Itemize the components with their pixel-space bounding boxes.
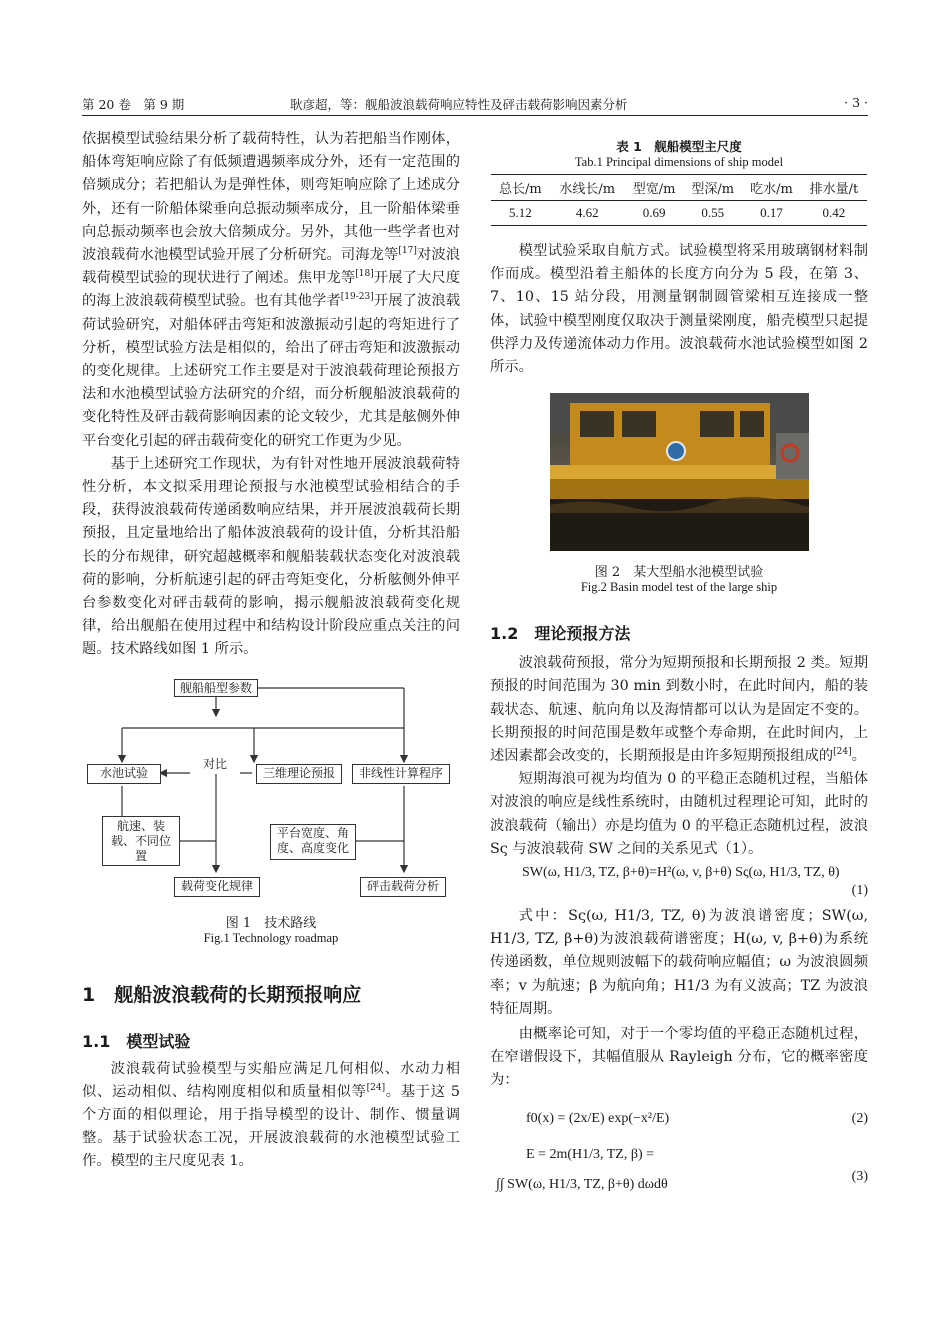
table-header-cell: 型深/m	[683, 175, 742, 201]
box-compare: 对比	[190, 756, 240, 774]
running-header	[82, 93, 868, 116]
figure-2-caption-en: Fig.2 Basin model test of the large ship	[580, 580, 778, 595]
equation-1	[490, 865, 868, 905]
equation-2	[490, 1099, 868, 1143]
table-1-principal-dimensions	[491, 174, 867, 226]
box-ship-params: 舰船船型参数	[174, 679, 258, 697]
table-header-cell: 排水量/t	[801, 175, 867, 201]
table-1-caption-cn: 表 1 舰船模型主尺度	[616, 139, 742, 154]
equation-3-number: (3)	[851, 1168, 868, 1184]
box-nonlinear-program: 非线性计算程序	[352, 764, 450, 784]
citation: [24]	[833, 747, 852, 758]
citation: [19-23]	[340, 292, 374, 303]
equation-1-body: SW(ω, H1/3, TZ, β+θ)=H²(ω, v, β+θ) Sς(ω, H1/3, TZ, θ)	[522, 865, 840, 881]
paragraph-model-construction: 模型试验采取自航方式。试验模型将采用玻璃钢材料制作而成。模型沿着主船体的长度方向分为 5 段，在第 3、7、10、15 站分段，用测量钢制圆管梁相互连接成一整体，试验中模型刚度仅取决于测量梁刚度，船壳模型只起提供浮力及传递流体动力作用。波浪载荷水池试验模型如图 2 所示。	[490, 243, 868, 376]
flowchart-connectors	[82, 676, 460, 908]
table-row	[491, 201, 867, 226]
table-header-cell: 吃水/m	[742, 175, 801, 201]
section-1-1-heading: 1.1 模型试验	[82, 1031, 191, 1051]
figure-1-caption-cn: 图 1 技术路线	[225, 915, 317, 931]
paragraph-prediction-types: 波浪载荷预报，常分为短期预报和长期预报 2 类。短期预报的时间范围为 30 min 到数小时，在此时间内，船的装载状态、航速、航向角以及海情都可以认为是固定不变的。长期预报的时间范围是数年或整个寿命期，在此时间内，上述因素都会改变的，长期预报是由许多短期预报组成的[24]。	[490, 655, 868, 765]
citation: [18]	[355, 269, 374, 280]
equation-2-body: f0(x) = (2x/E) exp(−x²/E)	[526, 1110, 670, 1126]
table-cell: 0.69	[625, 201, 684, 226]
citation: [24]	[366, 1083, 386, 1094]
paragraph-rayleigh: 由概率论可知，对于一个零均值的平稳正态随机过程，在窄谱假设下，其幅值服从 Rayleigh 分布，它的概率密度为：	[490, 1026, 868, 1089]
box-slamming-analysis: 砰击载荷分析	[360, 877, 446, 897]
paragraph-model-test: 波浪载荷试验模型与实船应满足几何相似、水动力相似、运动相似、结构刚度相似和质量相似等[24]。基于这 5 个方面的相似理论，用于指导模型的设计、制作、惯量调整。基于试验状态工况，开展波浪载荷的水池模型试验工作。模型的主尺度见表 1。	[82, 1060, 461, 1170]
box-platform-variation: 平台宽度、角度、高度变化	[270, 824, 356, 860]
table-cell: 4.62	[550, 201, 625, 226]
figure-2-caption-cn: 图 2 某大型船水池模型试验	[594, 565, 764, 581]
paragraph-random-process: 短期海浪可视为均值为 0 的平稳正态随机过程，当船体对波浪的响应是线性系统时，由随机过程理论可知，此时的波浪载荷（输出）亦是均值为 0 的平稳正态随机过程，波浪 Sς 与波浪载荷 SW 之间的关系见式（1）。	[490, 771, 868, 857]
table-header-cell: 型宽/m	[625, 175, 684, 201]
right-column	[490, 137, 868, 1211]
figure-1-flowchart	[82, 676, 460, 908]
equation-1-number: (1)	[851, 883, 868, 899]
box-basin-test: 水池试验	[87, 764, 161, 784]
figure-2-basin-model-photo	[550, 393, 809, 551]
table-1-caption-en: Tab.1 Principal dimensions of ship model	[574, 155, 784, 169]
left-column	[82, 128, 460, 1174]
table-cell: 5.12	[491, 201, 550, 226]
section-1-2-heading: 1.2 理论预报方法	[490, 624, 631, 644]
citation: [17]	[398, 246, 417, 257]
equation-3-line1: E = 2m(H1/3, TZ, β) =	[526, 1146, 655, 1162]
table-cell: 0.55	[683, 201, 742, 226]
box-3d-theory: 三维理论预报	[256, 764, 342, 784]
table-cell: 0.42	[801, 201, 867, 226]
section-1-heading: 1 舰船波浪载荷的长期预报响应	[82, 983, 362, 1006]
table-header-row	[491, 175, 867, 201]
ship-model-illustration	[550, 393, 809, 551]
paragraph-intro-continued: 依据模型试验结果分析了载荷特性，认为若把船当作刚体，船体弯矩响应除了有低频遭遇频率成分外，还有一定范围的倍频成分；若把船认为是弹性体，则弯矩响应除了上述成分外，还有一阶船体梁垂向总振动频率成分，且一阶船体梁垂向总振动频率也会放大倍频成分。另外，其他一些学者也对波浪载荷水池模型试验开展了分析研究。司海龙等[17]对波浪载荷模型试验的现状进行了阐述。焦甲龙等[18]开展了大尺度的海上波浪载荷模型试验。也有其他学者[19-23]开展了波浪载荷试验研究，对船体砰击弯矩和波激振动引起的弯矩进行了分析，模型试验方法是相似的，给出了砰击弯矩和波激振动的变化规律。上述研究工作主要是对于波浪载荷理论预报方法和水池模型试验方法研究的介绍，而分析舰船波浪载荷的变化特性及砰击载荷影响因素的论文较少，尤其是舷侧外伸平台变化引起的砰击载荷变化的研究工作更为少见。	[82, 131, 461, 449]
equation-3-line2: ∫∫ SW(ω, H1/3, TZ, β+θ) dωdθ	[496, 1176, 668, 1192]
paragraph-research-plan: 基于上述研究工作现状，为有针对性地开展波浪载荷特性分析，本文拟采用理论预报与水池模型试验相结合的手段，获得波浪载荷传递函数响应结果，并开展波浪载荷长期预报，且定量地给出了船体波浪载荷的设计值，分析其沿船长的分布规律，研究超越概率和舰船装载状态变化对波浪载荷的影响，分析航速引起的砰击弯矩变化，分析舷侧外伸平台参数变化对砰击载荷的影响，揭示舰船波浪载荷变化规律，给出舰船在使用过程中和结构设计阶段应重点关注的问题。技术路线如图 1 所示。	[82, 455, 460, 658]
box-load-variation-law: 载荷变化规律	[174, 877, 260, 897]
paragraph-symbol-definitions: 式中：Sς(ω, H1/3, TZ, θ)为波浪谱密度；SW(ω, H1/3, TZ, β+θ)为波浪载荷谱密度；H(ω, v, β+θ)为系统传递函数，单位规则波幅下的载荷响应幅值；ω 为波浪圆频率；v 为航速；β 为航向角；H1/3 为有义波高；TZ 为波浪特征周期。	[490, 908, 868, 1017]
box-speed-loading-position: 航速、装载、不同位置	[102, 816, 180, 866]
journal-volume: 第 20 卷 第 9 期	[82, 97, 185, 112]
article-running-title: 耿彦超，等：舰船波浪载荷响应特性及砰击载荷影响因素分析	[290, 97, 628, 112]
table-header-cell: 水线长/m	[550, 175, 625, 201]
table-cell: 0.17	[742, 201, 801, 226]
table-header-cell: 总长/m	[491, 175, 550, 201]
figure-1-caption-en: Fig.1 Technology roadmap	[203, 930, 339, 945]
page-number: · 3 ·	[844, 95, 868, 110]
equation-2-number: (2)	[851, 1110, 868, 1126]
equation-3	[490, 1143, 868, 1211]
